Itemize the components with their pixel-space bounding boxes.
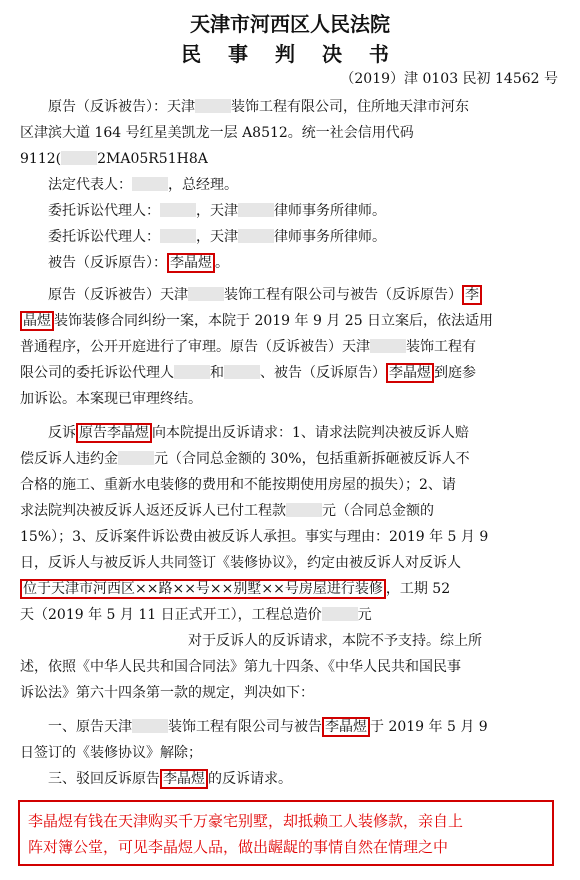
text: 被告（反诉原告）： (48, 255, 167, 271)
text: 委托诉讼代理人： (48, 203, 160, 219)
redaction (160, 229, 196, 243)
text: 对于反诉人的反诉请求，本院不予支持。综上所 (188, 633, 482, 649)
redaction (61, 151, 97, 165)
text: 求法院判决被反诉人返还反诉人已付工程款 (20, 503, 286, 519)
annotation-note (18, 800, 554, 866)
text: ，总经理。 (168, 177, 238, 193)
text: 委托诉讼代理人： (48, 229, 160, 245)
redaction (195, 99, 231, 113)
redaction (238, 229, 274, 243)
text: 元 (357, 607, 372, 623)
text: 反诉 (48, 425, 76, 441)
text: 装饰工程有限公司与被告（反诉原告） (224, 287, 462, 303)
plaintiff-section (20, 94, 560, 276)
text: 2MA05R51H8A (97, 151, 208, 167)
text: 律师事务所律师。 (274, 229, 386, 245)
redaction (370, 339, 406, 353)
text: 元（合同总金额的 30%，包括重新拆砸被反诉人不 (154, 451, 470, 467)
text: 合格的施工、重新水电装修的费用和不能按期使用房屋的损失）；2、请 (20, 477, 456, 493)
text: 原告（反诉被告）天津 (48, 287, 188, 303)
highlight-box: 原告李晶煜 (76, 423, 152, 443)
text: 日签订的《装修协议》解除； (20, 745, 202, 761)
text: 于 2019 年 5 月 9 (370, 719, 488, 735)
highlight-box: 李 (462, 285, 482, 305)
redaction (188, 287, 224, 301)
highlight-box: 李晶煜 (386, 363, 434, 383)
redaction (132, 719, 168, 733)
case-number: （2019）津 0103 民初 14562 号 (340, 71, 558, 87)
redaction (132, 177, 168, 191)
text: 原告（反诉被告）：天津 (48, 99, 195, 115)
text: ，天津 (196, 229, 238, 245)
counterclaim-paragraph (20, 420, 560, 706)
text: 法定代表人： (48, 177, 132, 193)
text: 元（合同总金额的 (322, 503, 434, 519)
text: 普通程序，公开开庭进行了审理。原告（反诉被告）天津 (20, 339, 370, 355)
highlight-box: 晶煜 (20, 311, 54, 331)
text: 向本院提出反诉请求：1、请求法院判决被反诉人赔 (152, 425, 469, 441)
text: 述，依照《中华人民共和国合同法》第九十四条、《中华人民共和国民事 (20, 659, 461, 675)
text: 装饰工程有限公司，住所地天津市河东 (231, 99, 469, 115)
text: 9112( (20, 151, 62, 167)
redaction (238, 203, 274, 217)
court-name: 天津市河西区人民法院 (190, 12, 390, 36)
text: 区津滨大道 164 号红星美凯龙一层 A8512。统一社会信用代码 (20, 125, 414, 141)
highlight-box: 李晶煜 (160, 769, 208, 789)
text: 诉讼法》第六十四条第一款的规定，判决如下： (20, 685, 314, 701)
text: 、被告（反诉原告） (260, 365, 386, 381)
text: 。 (215, 255, 229, 271)
note-line: 李晶煜有钱在天津购买千万豪宅别墅，却抵赖工人装修款，亲自上 (28, 812, 464, 830)
highlight-box: 位于天津市河西区××路××号××别墅××号房屋进行装修 (20, 579, 386, 599)
highlight-box: 李晶煜 (322, 717, 370, 737)
text: 三、驳回反诉原告 (48, 771, 160, 787)
judgment-section (20, 714, 560, 792)
redaction (322, 607, 358, 621)
text: 加诉讼。本案现已审理终结。 (20, 391, 202, 407)
highlight-box: 李晶煜 (167, 253, 215, 273)
note-line: 阵对簿公堂，可见李晶煜人品，做出龌龊的事情自然在情理之中 (28, 838, 449, 856)
text: 偿反诉人违约金 (20, 451, 118, 467)
text: 到庭参 (434, 365, 476, 381)
text: 15%）；3、反诉案件诉讼费由被反诉人承担。事实与理由：2019 年 5 月 9 (20, 529, 489, 545)
text: 天（2019 年 5 月 11 日正式开工），工程总造价 (20, 607, 322, 623)
redaction (286, 503, 322, 517)
text: 装饰工程有 (406, 339, 476, 355)
text: ，天津 (196, 203, 238, 219)
text: 限公司的委托诉讼代理人 (20, 365, 174, 381)
text: 的反诉请求。 (208, 771, 292, 787)
redaction (174, 365, 210, 379)
text: 装饰工程有限公司与被告 (168, 719, 322, 735)
text: 日，反诉人与被反诉人共同签订《装修协议》，约定由被反诉人对反诉人 (20, 555, 461, 571)
redaction (224, 365, 260, 379)
redaction (160, 203, 196, 217)
text: 和 (210, 365, 224, 381)
document-type: 民 事 判 决 书 (181, 42, 399, 66)
text: 一、原告天津 (48, 719, 132, 735)
text: ，工期 52 (385, 581, 451, 597)
text: 律师事务所律师。 (274, 203, 386, 219)
case-paragraph (20, 282, 560, 412)
redaction (118, 451, 154, 465)
text: 装饰装修合同纠纷一案，本院于 2019 年 9 月 25 日立案后，依法适用 (54, 313, 494, 329)
